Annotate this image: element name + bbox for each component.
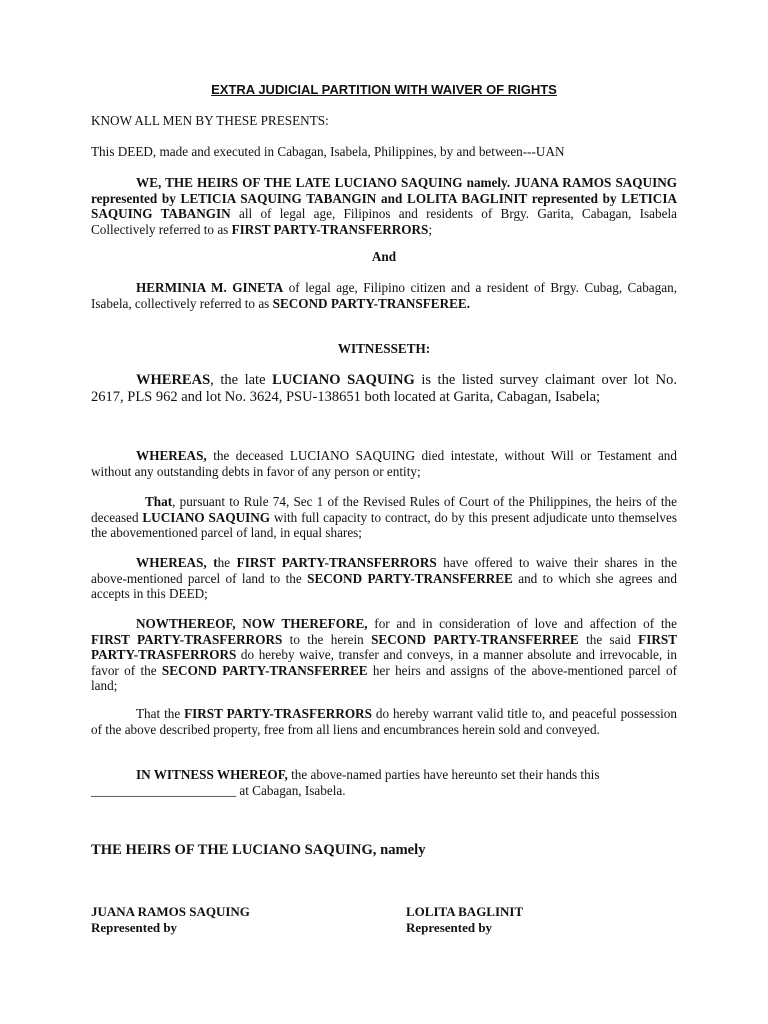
- that-text-b: with full capacity to contract, do by this present adjudicate unto themselves the abovementioned parcel of land, in equal shares;: [91, 509, 677, 541]
- warranty-text-a: That the: [136, 706, 185, 721]
- first-party-paragraph: [91, 175, 677, 237]
- now-text-b: to the herein: [282, 631, 372, 647]
- first-party-reference: FIRST PARTY-TRASFERRORS: [91, 631, 283, 647]
- now-therefore-paragraph: [91, 616, 677, 694]
- in-witness-paragraph: [91, 767, 677, 798]
- now-text-e: her heirs and assigns of the above-mentioned parcel of land;: [91, 662, 677, 694]
- in-witness-keyword: IN WITNESS WHEREOF,: [136, 767, 288, 782]
- first-party-details: all of legal age, Filipinos and residents of Brgy. Garita, Cabagan, Isabela Collectively referred to as: [91, 206, 677, 237]
- signatory-name: LOLITA BAGLINIT: [406, 904, 524, 919]
- whereas1-text-a: , the late: [210, 372, 273, 388]
- whereas3-text-b: have offered to waive their shares in the above-mentioned parcel of land to the: [91, 555, 678, 586]
- whereas1-text-b: is the listed survey claimant over lot No. 2617, PLS 962 and lot No. 3624, PSU-138651 both located at Garita, Cabagan, Isabela;: [91, 372, 677, 405]
- now-text-c: the said: [578, 631, 639, 647]
- first-party-reference: FIRST PARTY-TRASFERRORS: [91, 631, 677, 663]
- whereas3-text-c: and to which she agrees and accepts in this DEED;: [91, 570, 677, 602]
- decedent-name: LUCIANO SAQUING: [142, 509, 271, 525]
- whereas-keyword: WHEREAS,: [136, 448, 207, 463]
- whereas3-text-a: he: [217, 555, 237, 570]
- whereas-waiver-offer: [91, 555, 677, 602]
- whereas-keyword: WHEREAS: [136, 372, 211, 388]
- warranty-paragraph: [91, 706, 677, 737]
- whereas2-text: the deceased LUCIANO SAQUING died intestate, without Will or Testament and without any outstanding debts in favor of any person or entity;: [91, 448, 677, 479]
- that-text-a: , pursuant to Rule 74, Sec 1 of the Revised Rules of Court of the Philippines, the heirs of the deceased: [91, 494, 677, 525]
- signatory-block-2: [406, 904, 523, 935]
- now-text-d: do hereby waive, transfer and conveys, in a manner absolute and irrevocable, in favor of the: [91, 647, 677, 678]
- signatory-block-1: [91, 904, 250, 935]
- document-title: EXTRA JUDICIAL PARTITION WITH WAIVER OF RIGHTS: [211, 82, 557, 97]
- whereas-intestate: [91, 448, 677, 479]
- deed-intro: This DEED, made and executed in Cabagan, Isabela, Philippines, by and between---UAN: [91, 144, 565, 159]
- first-party-reference: FIRST PARTY-TRANSFERRORS: [231, 221, 429, 237]
- signatory-role: Represented by: [91, 919, 178, 935]
- decedent-name: LUCIANO SAQUING: [272, 372, 415, 388]
- and-separator: And: [371, 249, 397, 264]
- first-party-reference: FIRST PARTY-TRANSFERRORS: [236, 555, 437, 570]
- now-therefore-keyword: NOWTHEREOF, NOW THEREFORE,: [136, 616, 368, 631]
- first-party-names: WE, THE HEIRS OF THE LATE LUCIANO SAQUING namely. JUANA RAMOS SAQUING represented by LETICIA SAQUING TABANGIN and LOLITA BAGLINIT represented by LETICIA SAQUING TABANGIN: [91, 175, 677, 222]
- warranty-text-b: do hereby warrant valid title to, and peaceful possession of the above described property, free from all liens and encumbrances herein sold and conveyed.: [91, 706, 677, 737]
- that-keyword: That: [145, 494, 173, 509]
- first-party-end: ;: [428, 221, 433, 237]
- second-party-details: of legal age, Filipino citizen and a resident of Brgy. Cubag, Cabagan, Isabela, collectively referred to as: [91, 280, 677, 311]
- second-party-reference: SECOND PARTY-TRANSFERREE: [161, 662, 368, 678]
- second-party-reference: SECOND PARTY-TRANSFEREE.: [272, 295, 470, 311]
- date-blank-line: ______________________: [91, 782, 237, 798]
- in-witness-text-b: at Cabagan, Isabela.: [236, 782, 346, 798]
- opening-line: KNOW ALL MEN BY THESE PRESENTS:: [91, 113, 329, 128]
- that-adjudication: [91, 494, 677, 541]
- second-party-reference: SECOND PARTY-TRANSFERREE: [371, 631, 579, 647]
- in-witness-text-a: the above-named parties have hereunto set their hands this: [287, 767, 600, 782]
- signatory-name: JUANA RAMOS SAQUING: [91, 904, 250, 919]
- witnesseth-heading: WITNESSETH:: [337, 341, 431, 356]
- whereas-keyword: WHEREAS, t: [136, 555, 218, 570]
- whereas-survey-claimant: [91, 372, 677, 406]
- second-party-name: HERMINIA M. GINETA: [136, 280, 284, 295]
- signatory-role: Represented by: [406, 919, 493, 935]
- now-text-a: for and in consideration of love and affection of the: [367, 616, 677, 631]
- heirs-heading: THE HEIRS OF THE LUCIANO SAQUING, namely: [91, 842, 426, 858]
- second-party-paragraph: [91, 280, 677, 311]
- first-party-reference: FIRST PARTY-TRASFERRORS: [184, 706, 372, 721]
- second-party-reference: SECOND PARTY-TRANSFERREE: [307, 570, 513, 586]
